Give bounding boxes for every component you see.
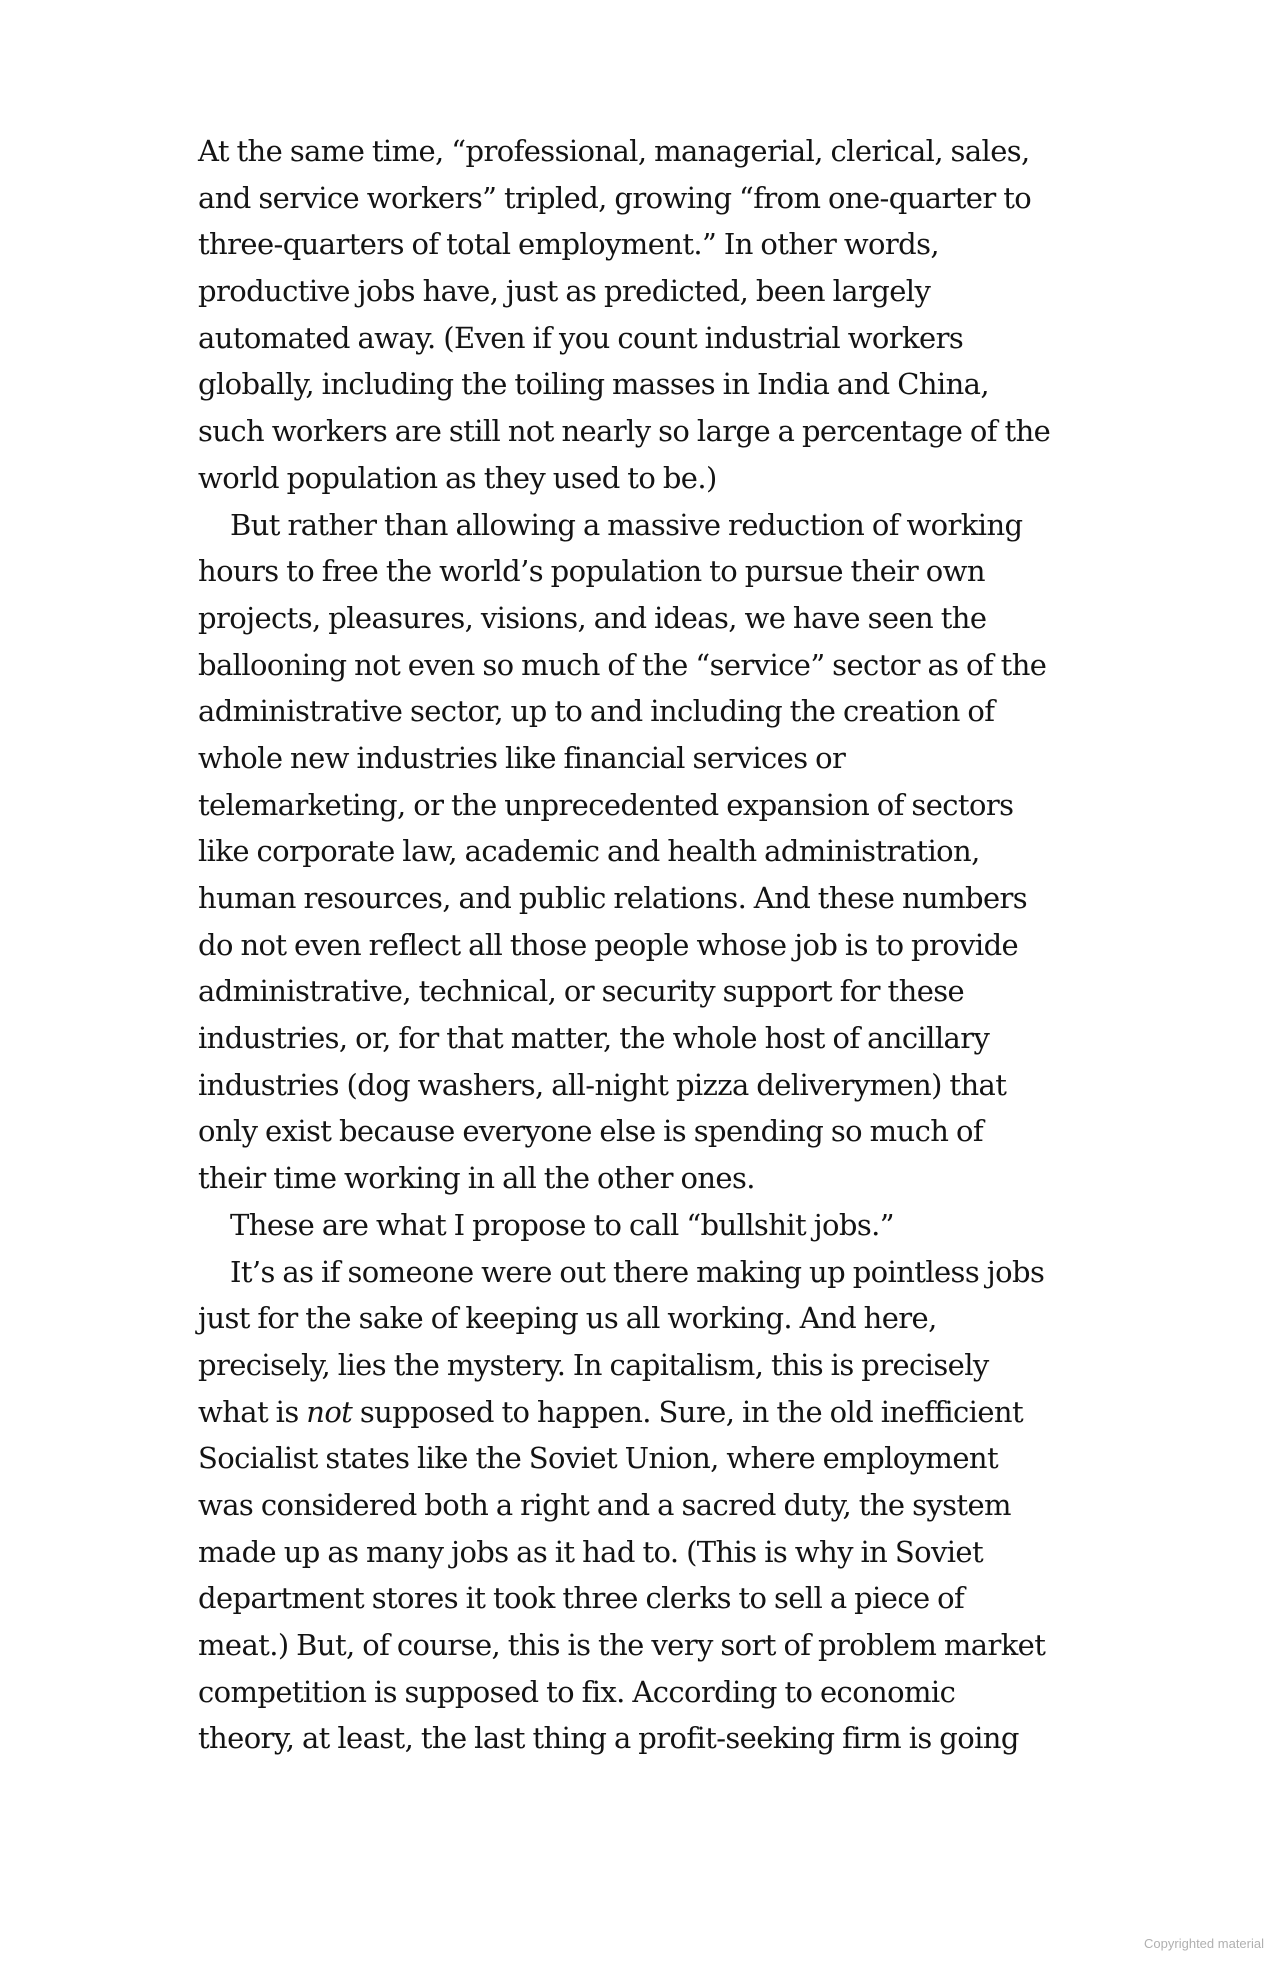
text-line: globally, including the toiling masses in India and China,: [198, 367, 989, 402]
text-line: industries, or, for that matter, the whole host of ancillary: [198, 1021, 990, 1056]
copyright-notice: Copyrighted material: [1144, 1936, 1264, 1951]
text-line: department stores it took three clerks to sell a piece of: [198, 1581, 965, 1616]
text-line: administrative sector, up to and including the creation of: [198, 694, 995, 729]
body-text: [198, 128, 1098, 1762]
text-line: hours to free the world’s population to pursue their own: [198, 554, 985, 589]
text-line: and service workers” tripled, growing “from one-quarter to: [198, 180, 1032, 215]
text-line: productive jobs have, just as predicted, been largely: [198, 274, 931, 309]
text-line: precisely, lies the mystery. In capitalism, this is precisely: [198, 1347, 989, 1382]
text-line: theory, at least, the last thing a profit-seeking firm is going: [198, 1721, 1019, 1756]
text-line: projects, pleasures, visions, and ideas, we have seen the: [198, 600, 987, 635]
text-line: But rather than allowing a massive reduction of working: [230, 507, 1023, 542]
text-line: their time working in all the other ones.: [198, 1161, 755, 1196]
text-line: These are what I propose to call “bullshit jobs.”: [230, 1207, 894, 1242]
text-line: Socialist states like the Soviet Union, where employment: [198, 1441, 999, 1476]
text-line: do not even reflect all those people whose job is to provide: [198, 927, 1019, 962]
text-line: whole new industries like financial services or: [198, 740, 846, 775]
text-line: three-quarters of total employment.” In other words,: [198, 227, 940, 262]
text-segment: supposed to happen. Sure, in the old inefficient: [352, 1394, 1024, 1429]
emphasis-text: not: [306, 1394, 353, 1429]
text-line: such workers are still not nearly so large a percentage of the: [198, 414, 1051, 449]
text-line: It’s as if someone were out there making up pointless jobs: [230, 1254, 1045, 1289]
text-line: made up as many jobs as it had to. (This is why in Soviet: [198, 1534, 984, 1569]
text-line: industries (dog washers, all-night pizza deliverymen) that: [198, 1067, 1007, 1102]
text-line: telemarketing, or the unprecedented expansion of sectors: [198, 787, 1014, 822]
text-line: world population as they used to be.): [198, 460, 717, 495]
text-line: meat.) But, of course, this is the very sort of problem market: [198, 1628, 1046, 1662]
text-line: only exist because everyone else is spending so much of: [198, 1114, 983, 1149]
text-line: At the same time, “professional, managerial, clerical, sales,: [198, 134, 1030, 168]
text-segment: what is: [198, 1394, 307, 1429]
text-line: competition is supposed to fix. According to economic: [198, 1674, 956, 1709]
text-line: just for the sake of keeping us all working. And here,: [198, 1301, 937, 1336]
text-line: administrative, technical, or security support for these: [198, 974, 965, 1009]
text-line: human resources, and public relations. And these numbers: [198, 881, 1028, 915]
text-line: [198, 1389, 1098, 1436]
text-line: was considered both a right and a sacred duty, the system: [198, 1487, 1011, 1522]
text-line: automated away. (Even if you count industrial workers: [198, 320, 964, 355]
text-line: like corporate law, academic and health administration,: [198, 834, 980, 869]
text-line: ballooning not even so much of the “service” sector as of the: [198, 647, 1047, 682]
